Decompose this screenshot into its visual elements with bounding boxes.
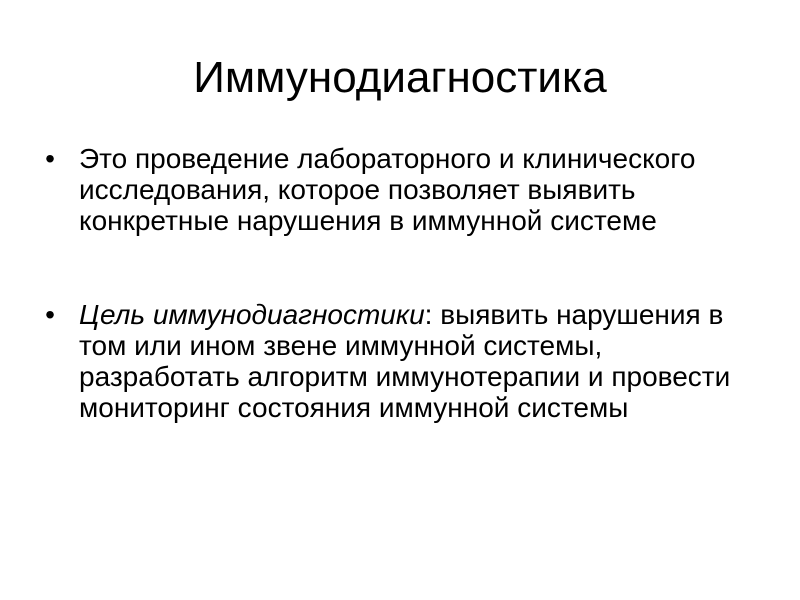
bullet-text: : выявить нарушения в том или ином звене иммунной системы, разработать алгоритм иммунотерапии и провести мониторинг состояния иммунной системы — [79, 299, 731, 423]
bullet-text: Это проведение лабораторного и клинического исследования, которое позволяет выявить конкретные нарушения в иммунной системе — [79, 143, 696, 236]
bullet-marker-icon: • — [45, 299, 55, 330]
bullet-item-definition — [40, 143, 760, 236]
bullet-list — [40, 143, 760, 423]
bullet-item-goal — [40, 299, 760, 423]
bullet-marker-icon: • — [45, 143, 55, 174]
slide-title: Иммунодиагностика — [193, 53, 607, 102]
bullet-emphasis: Цель иммунодиагностики — [79, 299, 425, 330]
